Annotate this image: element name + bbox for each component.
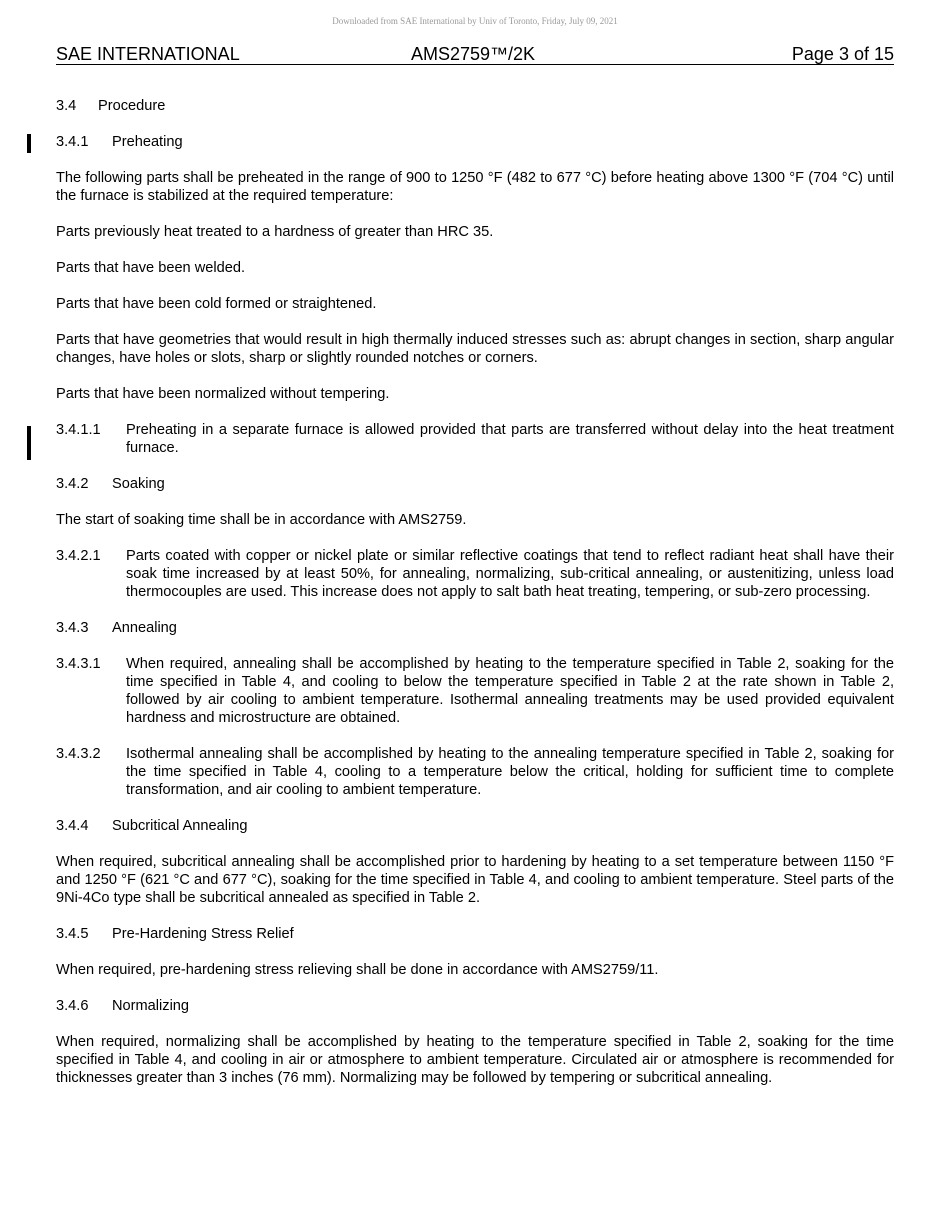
- section-heading: [56, 997, 894, 1015]
- list-item: Parts that have geometries that would result in high thermally induced stresses such as: abrupt changes in section, sharp angular changes, have holes or slots, sharp or slightly rounded notches or corners.: [56, 332, 894, 366]
- paragraph: The start of soaking time shall be in accordance with AMS2759.: [56, 512, 467, 528]
- section-title: Procedure: [98, 98, 166, 114]
- paragraph: When required, pre-hardening stress relieving shall be done in accordance with AMS2759/11.: [56, 962, 659, 978]
- section-number: 3.4.6: [56, 998, 89, 1014]
- paragraph: The following parts shall be preheated in the range of 900 to 1250 °F (482 to 677 °C) before heating above 1300 °F (704 °C) until the furnace is stabilized at the required temperature:: [56, 170, 894, 204]
- section-number: 3.4: [56, 98, 77, 114]
- section-title: Preheating: [112, 134, 183, 150]
- section-heading: [56, 475, 894, 493]
- section-title: Normalizing: [112, 998, 190, 1014]
- section-title: Soaking: [112, 476, 165, 492]
- subsection: [56, 547, 894, 601]
- section-heading: [56, 925, 894, 943]
- list-item: Parts that have been cold formed or straightened.: [56, 296, 377, 312]
- section-title: Annealing: [112, 620, 177, 636]
- subsection-text: When required, annealing shall be accomplished by heating to the temperature specified in Table 2, soaking for the time specified in Table 4, and cooling to below the temperature specified in Table 2 at the rate shown in Table 2, followed by air cooling to ambient temperature. Isothermal annealing treatments may be used provided equivalent hardness and microstructure are obtained.: [126, 656, 894, 726]
- section-number: 3.4.1: [56, 134, 89, 150]
- change-bar: [27, 134, 31, 153]
- paragraph: When required, normalizing shall be accomplished by heating to the temperature specified in Table 2, soaking for the time specified in Table 4, and cooling in air or atmosphere to ambient temperature. Circulated air or atmosphere is recommended for thicknesses greater than 3 inches (76 mm). Normalizing may be followed by tempering or subcritical annealing.: [56, 1034, 894, 1086]
- publisher-name: SAE INTERNATIONAL: [56, 44, 240, 64]
- section-heading: [56, 97, 894, 115]
- section-number: 3.4.3.1: [56, 656, 101, 672]
- section-heading: [56, 817, 894, 835]
- section-number: 3.4.4: [56, 818, 89, 834]
- subsection: [56, 655, 894, 727]
- section-title: Subcritical Annealing: [112, 818, 248, 834]
- document-body: [56, 97, 894, 1087]
- section-number: 3.4.3.2: [56, 746, 101, 762]
- subsection-text: Isothermal annealing shall be accomplished by heating to the annealing temperature specified in Table 2, soaking for the time specified in Table 4, cooling to a temperature below the critical, holding for sufficient time to complete transformation, and air cooling to ambient temperature.: [126, 746, 894, 798]
- download-watermark: Downloaded from SAE International by Univ of Toronto, Friday, July 09, 2021: [332, 16, 618, 26]
- section-number: 3.4.5: [56, 926, 89, 942]
- list-item: Parts previously heat treated to a hardness of greater than HRC 35.: [56, 224, 494, 240]
- section-number: 3.4.3: [56, 620, 89, 636]
- subsection: [56, 421, 894, 457]
- subsection: [56, 745, 894, 799]
- section-number: 3.4.2.1: [56, 548, 101, 564]
- page-number: Page 3 of 15: [791, 44, 894, 64]
- section-title: Pre-Hardening Stress Relief: [112, 926, 294, 942]
- paragraph: When required, subcritical annealing shall be accomplished prior to hardening by heating to a set temperature between 1150 °F and 1250 °F (621 °C and 677 °C), soaking for the time specified in Table 4, and cooling to ambient temperature. Steel parts of the 9Ni-4Co type shall be subcritical annealed as specified in Table 2.: [56, 854, 894, 906]
- section-heading: [56, 133, 894, 151]
- change-bar: [27, 426, 31, 460]
- list-item: Parts that have been normalized without tempering.: [56, 386, 390, 402]
- subsection-text: Preheating in a separate furnace is allowed provided that parts are transferred without delay into the heat treatment furnace.: [126, 422, 894, 456]
- list-item: Parts that have been welded.: [56, 260, 246, 276]
- section-heading: [56, 619, 894, 637]
- document-number: AMS2759™/2K: [411, 44, 536, 64]
- section-number: 3.4.2: [56, 476, 89, 492]
- page-header: [56, 44, 894, 65]
- section-number: 3.4.1.1: [56, 422, 101, 438]
- subsection-text: Parts coated with copper or nickel plate or similar reflective coatings that tend to reflect radiant heat shall have their soak time increased by at least 50%, for annealing, normalizing, sub-critical annealing, or austenitizing, unless load thermocouples are used. This increase does not apply to salt bath heat treating, tempering, or sub-zero processing.: [126, 548, 894, 600]
